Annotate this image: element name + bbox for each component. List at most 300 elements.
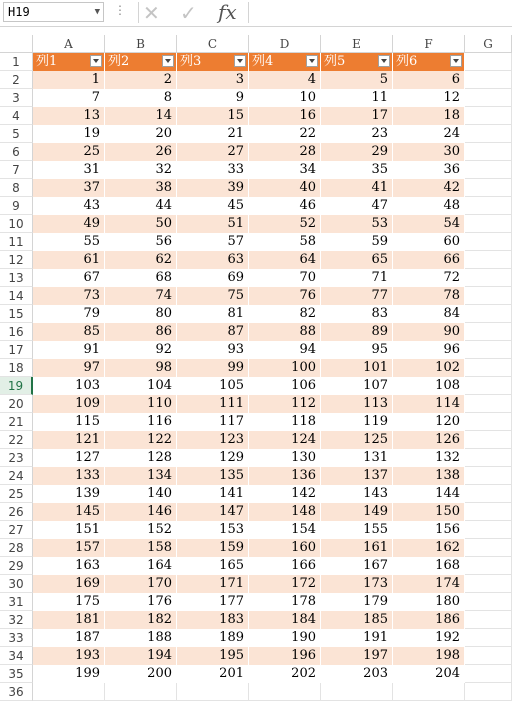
table-cell[interactable]: 27 (177, 143, 249, 161)
row-header[interactable]: 19 (0, 377, 33, 395)
table-cell[interactable]: 123 (177, 431, 249, 449)
empty-cell[interactable] (465, 143, 512, 161)
table-cell[interactable]: 93 (177, 341, 249, 359)
row-header[interactable]: 16 (0, 323, 33, 341)
table-cell[interactable]: 17 (321, 107, 393, 125)
table-cell[interactable]: 151 (33, 521, 105, 539)
table-cell[interactable]: 94 (249, 341, 321, 359)
table-cell[interactable]: 77 (321, 287, 393, 305)
table-cell[interactable]: 117 (177, 413, 249, 431)
table-cell[interactable]: 199 (33, 665, 105, 683)
table-cell[interactable]: 108 (393, 377, 465, 395)
table-cell[interactable]: 45 (177, 197, 249, 215)
row-header[interactable]: 7 (0, 161, 33, 179)
filter-dropdown-icon[interactable] (450, 55, 462, 67)
row-header[interactable]: 2 (0, 71, 33, 89)
table-cell[interactable]: 37 (33, 179, 105, 197)
row-header[interactable]: 25 (0, 485, 33, 503)
row-header[interactable]: 27 (0, 521, 33, 539)
table-header-cell[interactable] (177, 53, 249, 71)
table-cell[interactable]: 98 (105, 359, 177, 377)
row-header[interactable]: 3 (0, 89, 33, 107)
table-cell[interactable]: 129 (177, 449, 249, 467)
table-cell[interactable]: 84 (393, 305, 465, 323)
column-header-f[interactable]: F (393, 35, 465, 53)
table-cell[interactable]: 130 (249, 449, 321, 467)
table-cell[interactable]: 113 (321, 395, 393, 413)
table-cell[interactable]: 30 (393, 143, 465, 161)
table-cell[interactable]: 79 (33, 305, 105, 323)
table-cell[interactable]: 74 (105, 287, 177, 305)
table-cell[interactable]: 202 (249, 665, 321, 683)
table-cell[interactable]: 163 (33, 557, 105, 575)
empty-cell[interactable] (465, 467, 512, 485)
empty-cell[interactable] (465, 233, 512, 251)
table-cell[interactable]: 83 (321, 305, 393, 323)
filter-dropdown-icon[interactable] (90, 55, 102, 67)
table-cell[interactable]: 56 (105, 233, 177, 251)
table-cell[interactable]: 133 (33, 467, 105, 485)
table-cell[interactable]: 111 (177, 395, 249, 413)
row-header[interactable]: 11 (0, 233, 33, 251)
table-cell[interactable]: 128 (105, 449, 177, 467)
empty-cell[interactable] (465, 197, 512, 215)
table-cell[interactable]: 41 (321, 179, 393, 197)
table-cell[interactable]: 188 (105, 629, 177, 647)
table-cell[interactable]: 21 (177, 125, 249, 143)
table-cell[interactable]: 185 (321, 611, 393, 629)
empty-cell[interactable] (465, 305, 512, 323)
table-cell[interactable]: 127 (33, 449, 105, 467)
row-header[interactable]: 10 (0, 215, 33, 233)
table-cell[interactable]: 62 (105, 251, 177, 269)
table-cell[interactable]: 198 (393, 647, 465, 665)
row-header[interactable]: 21 (0, 413, 33, 431)
table-cell[interactable]: 160 (249, 539, 321, 557)
table-cell[interactable]: 92 (105, 341, 177, 359)
table-cell[interactable]: 180 (393, 593, 465, 611)
table-cell[interactable]: 183 (177, 611, 249, 629)
table-cell[interactable]: 140 (105, 485, 177, 503)
table-cell[interactable]: 104 (105, 377, 177, 395)
table-cell[interactable]: 60 (393, 233, 465, 251)
table-cell[interactable]: 131 (321, 449, 393, 467)
table-cell[interactable]: 167 (321, 557, 393, 575)
row-header[interactable]: 32 (0, 611, 33, 629)
table-cell[interactable]: 102 (393, 359, 465, 377)
table-cell[interactable]: 176 (105, 593, 177, 611)
table-cell[interactable]: 143 (321, 485, 393, 503)
table-cell[interactable]: 192 (393, 629, 465, 647)
table-cell[interactable]: 203 (321, 665, 393, 683)
table-cell[interactable]: 90 (393, 323, 465, 341)
table-cell[interactable]: 164 (105, 557, 177, 575)
table-cell[interactable]: 141 (177, 485, 249, 503)
table-cell[interactable]: 16 (249, 107, 321, 125)
table-cell[interactable]: 70 (249, 269, 321, 287)
table-cell[interactable]: 162 (393, 539, 465, 557)
empty-cell[interactable] (177, 683, 249, 701)
empty-cell[interactable] (465, 269, 512, 287)
table-cell[interactable]: 42 (393, 179, 465, 197)
table-cell[interactable]: 73 (33, 287, 105, 305)
empty-cell[interactable] (465, 125, 512, 143)
column-header-a[interactable]: A (33, 35, 105, 53)
table-cell[interactable]: 120 (393, 413, 465, 431)
empty-cell[interactable] (465, 359, 512, 377)
table-cell[interactable]: 112 (249, 395, 321, 413)
table-cell[interactable]: 1 (33, 71, 105, 89)
table-cell[interactable]: 50 (105, 215, 177, 233)
table-cell[interactable]: 154 (249, 521, 321, 539)
table-cell[interactable]: 13 (33, 107, 105, 125)
table-header-cell[interactable] (393, 53, 465, 71)
table-cell[interactable]: 118 (249, 413, 321, 431)
row-header[interactable]: 5 (0, 125, 33, 143)
table-cell[interactable]: 85 (33, 323, 105, 341)
empty-cell[interactable] (465, 323, 512, 341)
empty-cell[interactable] (465, 647, 512, 665)
empty-cell[interactable] (465, 215, 512, 233)
table-cell[interactable]: 51 (177, 215, 249, 233)
column-header-e[interactable]: E (321, 35, 393, 53)
table-cell[interactable]: 101 (321, 359, 393, 377)
table-cell[interactable]: 146 (105, 503, 177, 521)
table-cell[interactable]: 99 (177, 359, 249, 377)
table-cell[interactable]: 182 (105, 611, 177, 629)
row-header[interactable]: 36 (0, 683, 33, 701)
empty-cell[interactable] (465, 521, 512, 539)
table-cell[interactable]: 34 (249, 161, 321, 179)
table-cell[interactable]: 81 (177, 305, 249, 323)
table-cell[interactable]: 144 (393, 485, 465, 503)
table-cell[interactable]: 10 (249, 89, 321, 107)
table-cell[interactable]: 64 (249, 251, 321, 269)
table-header-cell[interactable] (105, 53, 177, 71)
close-icon[interactable]: ✕ (143, 1, 160, 25)
table-cell[interactable]: 172 (249, 575, 321, 593)
table-cell[interactable]: 187 (33, 629, 105, 647)
table-cell[interactable]: 116 (105, 413, 177, 431)
row-header[interactable]: 30 (0, 575, 33, 593)
table-cell[interactable]: 71 (321, 269, 393, 287)
table-cell[interactable]: 153 (177, 521, 249, 539)
table-cell[interactable]: 179 (321, 593, 393, 611)
table-cell[interactable]: 152 (105, 521, 177, 539)
row-header[interactable]: 17 (0, 341, 33, 359)
table-cell[interactable]: 174 (393, 575, 465, 593)
empty-cell[interactable] (465, 179, 512, 197)
table-cell[interactable]: 190 (249, 629, 321, 647)
table-cell[interactable]: 122 (105, 431, 177, 449)
table-cell[interactable]: 201 (177, 665, 249, 683)
table-cell[interactable]: 61 (33, 251, 105, 269)
empty-cell[interactable] (465, 161, 512, 179)
table-cell[interactable]: 170 (105, 575, 177, 593)
table-cell[interactable]: 88 (249, 323, 321, 341)
empty-cell[interactable] (105, 683, 177, 701)
column-header-b[interactable]: B (105, 35, 177, 53)
table-cell[interactable]: 19 (33, 125, 105, 143)
table-cell[interactable]: 177 (177, 593, 249, 611)
empty-cell[interactable] (465, 485, 512, 503)
table-cell[interactable]: 124 (249, 431, 321, 449)
row-header[interactable]: 23 (0, 449, 33, 467)
table-cell[interactable]: 191 (321, 629, 393, 647)
empty-cell[interactable] (465, 503, 512, 521)
table-cell[interactable]: 197 (321, 647, 393, 665)
table-cell[interactable]: 2 (105, 71, 177, 89)
filter-dropdown-icon[interactable] (378, 55, 390, 67)
column-header-c[interactable]: C (177, 35, 249, 53)
table-cell[interactable]: 150 (393, 503, 465, 521)
table-cell[interactable]: 135 (177, 467, 249, 485)
table-cell[interactable]: 26 (105, 143, 177, 161)
table-cell[interactable]: 189 (177, 629, 249, 647)
table-cell[interactable]: 4 (249, 71, 321, 89)
empty-cell[interactable] (465, 575, 512, 593)
table-cell[interactable]: 31 (33, 161, 105, 179)
row-header[interactable]: 22 (0, 431, 33, 449)
table-cell[interactable]: 80 (105, 305, 177, 323)
table-cell[interactable]: 168 (393, 557, 465, 575)
table-cell[interactable]: 55 (33, 233, 105, 251)
table-cell[interactable]: 132 (393, 449, 465, 467)
empty-cell[interactable] (465, 665, 512, 683)
empty-cell[interactable] (465, 611, 512, 629)
table-cell[interactable]: 105 (177, 377, 249, 395)
table-cell[interactable]: 156 (393, 521, 465, 539)
table-cell[interactable]: 58 (249, 233, 321, 251)
row-header[interactable]: 26 (0, 503, 33, 521)
table-cell[interactable]: 44 (105, 197, 177, 215)
table-cell[interactable]: 63 (177, 251, 249, 269)
table-cell[interactable]: 66 (393, 251, 465, 269)
table-cell[interactable]: 38 (105, 179, 177, 197)
table-cell[interactable]: 100 (249, 359, 321, 377)
table-cell[interactable]: 155 (321, 521, 393, 539)
empty-cell[interactable] (393, 683, 465, 701)
table-cell[interactable]: 75 (177, 287, 249, 305)
table-cell[interactable]: 200 (105, 665, 177, 683)
table-cell[interactable]: 196 (249, 647, 321, 665)
column-header-d[interactable]: D (249, 35, 321, 53)
table-cell[interactable]: 36 (393, 161, 465, 179)
empty-cell[interactable] (465, 341, 512, 359)
table-cell[interactable]: 125 (321, 431, 393, 449)
table-header-cell[interactable] (249, 53, 321, 71)
row-header[interactable]: 29 (0, 557, 33, 575)
table-cell[interactable]: 23 (321, 125, 393, 143)
column-header-g[interactable]: G (465, 35, 512, 53)
row-header[interactable]: 8 (0, 179, 33, 197)
empty-cell[interactable] (465, 683, 512, 701)
table-cell[interactable]: 119 (321, 413, 393, 431)
table-cell[interactable]: 8 (105, 89, 177, 107)
table-cell[interactable]: 186 (393, 611, 465, 629)
empty-cell[interactable] (465, 431, 512, 449)
table-cell[interactable]: 54 (393, 215, 465, 233)
filter-dropdown-icon[interactable] (162, 55, 174, 67)
table-cell[interactable]: 40 (249, 179, 321, 197)
table-cell[interactable]: 68 (105, 269, 177, 287)
table-cell[interactable]: 86 (105, 323, 177, 341)
table-cell[interactable]: 67 (33, 269, 105, 287)
row-header[interactable]: 20 (0, 395, 33, 413)
table-cell[interactable]: 106 (249, 377, 321, 395)
name-box[interactable] (3, 2, 104, 22)
table-cell[interactable]: 126 (393, 431, 465, 449)
row-header[interactable]: 9 (0, 197, 33, 215)
table-cell[interactable]: 173 (321, 575, 393, 593)
table-cell[interactable]: 25 (33, 143, 105, 161)
table-cell[interactable]: 6 (393, 71, 465, 89)
table-cell[interactable]: 11 (321, 89, 393, 107)
table-cell[interactable]: 59 (321, 233, 393, 251)
empty-cell[interactable] (465, 89, 512, 107)
table-cell[interactable]: 181 (33, 611, 105, 629)
table-cell[interactable]: 161 (321, 539, 393, 557)
filter-dropdown-icon[interactable] (234, 55, 246, 67)
row-header[interactable]: 1 (0, 53, 33, 71)
select-all-corner[interactable] (0, 35, 33, 53)
table-cell[interactable]: 138 (393, 467, 465, 485)
table-cell[interactable]: 47 (321, 197, 393, 215)
empty-cell[interactable] (465, 287, 512, 305)
table-cell[interactable]: 145 (33, 503, 105, 521)
table-cell[interactable]: 142 (249, 485, 321, 503)
table-cell[interactable]: 184 (249, 611, 321, 629)
table-cell[interactable]: 43 (33, 197, 105, 215)
row-header[interactable]: 13 (0, 269, 33, 287)
table-cell[interactable]: 39 (177, 179, 249, 197)
table-cell[interactable]: 49 (33, 215, 105, 233)
table-cell[interactable]: 134 (105, 467, 177, 485)
empty-cell[interactable] (465, 377, 512, 395)
row-header[interactable]: 28 (0, 539, 33, 557)
table-cell[interactable]: 82 (249, 305, 321, 323)
row-header[interactable]: 24 (0, 467, 33, 485)
check-icon[interactable]: ✓ (180, 1, 197, 25)
empty-cell[interactable] (465, 71, 512, 89)
table-cell[interactable]: 76 (249, 287, 321, 305)
table-cell[interactable]: 147 (177, 503, 249, 521)
table-cell[interactable]: 52 (249, 215, 321, 233)
empty-cell[interactable] (33, 683, 105, 701)
table-cell[interactable]: 107 (321, 377, 393, 395)
row-header[interactable]: 31 (0, 593, 33, 611)
empty-cell[interactable] (465, 251, 512, 269)
table-cell[interactable]: 175 (33, 593, 105, 611)
empty-cell[interactable] (321, 683, 393, 701)
table-cell[interactable]: 89 (321, 323, 393, 341)
table-cell[interactable]: 35 (321, 161, 393, 179)
table-cell[interactable]: 22 (249, 125, 321, 143)
row-header[interactable]: 18 (0, 359, 33, 377)
table-cell[interactable]: 103 (33, 377, 105, 395)
table-cell[interactable]: 91 (33, 341, 105, 359)
row-header[interactable]: 15 (0, 305, 33, 323)
table-cell[interactable]: 165 (177, 557, 249, 575)
row-header[interactable]: 12 (0, 251, 33, 269)
table-cell[interactable]: 204 (393, 665, 465, 683)
table-cell[interactable]: 195 (177, 647, 249, 665)
row-header[interactable]: 33 (0, 629, 33, 647)
empty-cell[interactable] (465, 413, 512, 431)
row-header[interactable]: 4 (0, 107, 33, 125)
table-cell[interactable]: 46 (249, 197, 321, 215)
table-cell[interactable]: 157 (33, 539, 105, 557)
table-cell[interactable]: 149 (321, 503, 393, 521)
empty-cell[interactable] (465, 107, 512, 125)
empty-cell[interactable] (465, 53, 512, 71)
table-header-cell[interactable] (321, 53, 393, 71)
table-cell[interactable]: 9 (177, 89, 249, 107)
filter-dropdown-icon[interactable] (306, 55, 318, 67)
empty-cell[interactable] (465, 629, 512, 647)
table-cell[interactable]: 69 (177, 269, 249, 287)
empty-cell[interactable] (249, 683, 321, 701)
table-header-cell[interactable] (33, 53, 105, 71)
table-cell[interactable]: 95 (321, 341, 393, 359)
table-cell[interactable]: 3 (177, 71, 249, 89)
table-cell[interactable]: 96 (393, 341, 465, 359)
table-cell[interactable]: 15 (177, 107, 249, 125)
table-cell[interactable]: 5 (321, 71, 393, 89)
insert-function-button[interactable]: fx (218, 0, 237, 24)
table-cell[interactable]: 48 (393, 197, 465, 215)
table-cell[interactable]: 178 (249, 593, 321, 611)
table-cell[interactable]: 148 (249, 503, 321, 521)
table-cell[interactable]: 24 (393, 125, 465, 143)
table-cell[interactable]: 121 (33, 431, 105, 449)
table-cell[interactable]: 57 (177, 233, 249, 251)
table-cell[interactable]: 110 (105, 395, 177, 413)
table-cell[interactable]: 32 (105, 161, 177, 179)
table-cell[interactable]: 137 (321, 467, 393, 485)
table-cell[interactable]: 115 (33, 413, 105, 431)
chevron-down-icon[interactable]: ▼ (94, 7, 100, 17)
table-cell[interactable]: 159 (177, 539, 249, 557)
empty-cell[interactable] (465, 557, 512, 575)
table-cell[interactable]: 109 (33, 395, 105, 413)
table-cell[interactable]: 87 (177, 323, 249, 341)
table-cell[interactable]: 158 (105, 539, 177, 557)
table-cell[interactable]: 194 (105, 647, 177, 665)
table-cell[interactable]: 29 (321, 143, 393, 161)
table-cell[interactable]: 193 (33, 647, 105, 665)
empty-cell[interactable] (465, 449, 512, 467)
table-cell[interactable]: 166 (249, 557, 321, 575)
table-cell[interactable]: 14 (105, 107, 177, 125)
table-cell[interactable]: 20 (105, 125, 177, 143)
row-header[interactable]: 35 (0, 665, 33, 683)
empty-cell[interactable] (465, 539, 512, 557)
table-cell[interactable]: 78 (393, 287, 465, 305)
table-cell[interactable]: 65 (321, 251, 393, 269)
table-cell[interactable]: 72 (393, 269, 465, 287)
empty-cell[interactable] (465, 593, 512, 611)
table-cell[interactable]: 97 (33, 359, 105, 377)
row-header[interactable]: 6 (0, 143, 33, 161)
table-cell[interactable]: 28 (249, 143, 321, 161)
table-cell[interactable]: 33 (177, 161, 249, 179)
table-cell[interactable]: 114 (393, 395, 465, 413)
row-header[interactable]: 14 (0, 287, 33, 305)
table-cell[interactable]: 53 (321, 215, 393, 233)
table-cell[interactable]: 18 (393, 107, 465, 125)
formula-input[interactable] (248, 2, 512, 23)
